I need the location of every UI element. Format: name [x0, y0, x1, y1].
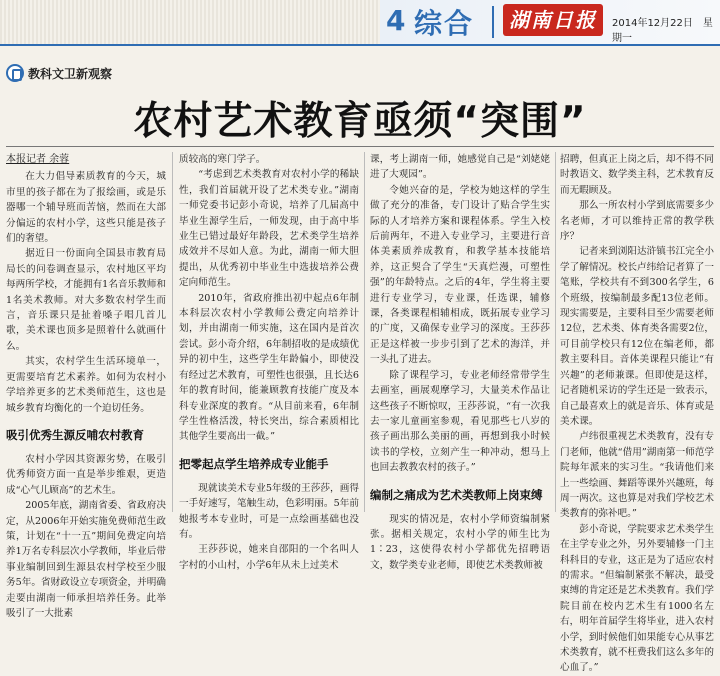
article-column-2 — [179, 152, 359, 571]
column-rule — [555, 152, 556, 512]
byline: 本报记者 余蓉 — [6, 154, 70, 165]
paragraph: 那么一所农村小学到底需要多少名老师，才可以维持正常的教学秩序？ — [560, 200, 714, 243]
paragraph: 2010年，省政府推出初中起点6年制本科层次农村小学教师公费定向培养计划，并由湖南一师实施，这在国内是首次尝试。彭小奇介绍，6年制招收的是成绩优异的初中生，这些学生年龄偏小，即使没有经过艺术教育，可塑性也很强，且长达6年的教育时间，能兼顾教育技能广度及本科专业深度的教育。“从目前来看，6年制学生性格活泼，特长突出，综合素质相比其他学生要高出一截。” — [179, 292, 359, 443]
masthead-divider — [492, 6, 494, 38]
article-column-4 — [560, 152, 714, 674]
paragraph: 令她兴奋的是，学校为她这样的学生做了充分的准备，专门设计了贴合学生实际的人才培养方案和课程体系。学生入校后前两年，不进入专业学习，主要进行音体美素质养成教育，和教学基本技能培养，这正契合了学生“天真烂漫，可塑性强”的年龄特点。之后的4年，学生将主要进行专业学习，专业课，任选课，辅修课，各类课程相辅相成，既拓展专业学习的广度，又确保专业学习的深度。王莎莎正是这样被一步步引到了艺术的海洋，并一头扎了进去。 — [370, 184, 550, 366]
masthead — [0, 0, 720, 46]
paragraph: 现实的情况是，农村小学师资编制紧张。据相关规定，农村小学的师生比为1∶23，这使得农村小学都优先招聘语文，数学类专业老师，即使艺术类教师被 — [370, 513, 550, 571]
article-column-3 — [370, 152, 550, 571]
masthead-pattern — [0, 0, 380, 46]
column-rule — [172, 152, 173, 512]
column-rule — [364, 152, 365, 512]
paragraph: 彭小奇说，学院要求艺术类学生在主学专业之外，另外要辅修一门主科科目的专业，这正是为了适应农村的需求。“但编制紧张不解决，最受束缚的肯定还是艺术类教育。我们学院目前在校内艺术生有1000名左右，明年首届学生将毕业，进入农村小学，到时候他们如果能专心从事艺术类教育，就不枉费我们这么多年的心血了。” — [560, 523, 714, 674]
column-label: 教科文卫新观察 — [28, 67, 113, 81]
paragraph: 卢纬很重视艺术类教育，没有专门老师，他就“借用”湖南第一师范学院每年派来的实习生。“我请他们来上一些绘画、舞蹈等课外兴趣班，每周一两次。这也算是对我们学校艺术类教育的弥补吧。” — [560, 431, 714, 520]
section-name: 综合 — [414, 7, 475, 40]
masthead-rule — [0, 44, 720, 46]
paper-logo: 湖南日报 — [503, 4, 603, 36]
article-column-1 — [6, 152, 166, 619]
headline: 农村艺术教育亟须“突围” — [133, 99, 587, 144]
subhead-1: 吸引优秀生源反哺农村教育 — [6, 427, 144, 442]
column-badge-icon — [6, 64, 24, 82]
paragraph: “考虑到艺术类教育对农村小学的稀缺性，我们首届就开设了艺术类专业。”湖南一师党委书记彭小奇说，培养了几届高中毕业生源学生后，一师发现，由于高中毕业生已错过最好年龄段，艺术类学生培养成效并不尽如人意。为此，湖南一师大胆提出，从优秀初中毕业生中选拔培养公费定向师范生。 — [179, 169, 359, 289]
paragraph: 招聘，但真正上岗之后，却不得不同时教语文、数学类主科，艺术教育反而无暇顾及。 — [560, 154, 714, 196]
paragraph: 在大力倡导素质教育的今天，城市里的孩子都在为了报绘画，或是乐器哪一个辅导班而苦恼，然而在大部分偏远的农村小学，这些只能是孩子们的奢望。 — [6, 171, 166, 245]
headline-rule — [6, 146, 714, 147]
paragraph: 现就读美术专业5年级的王莎莎，画得一手好速写，笔触生动，色彩明丽。5年前她报考本专业时，可是一点绘画基础也没有。 — [179, 482, 359, 540]
paragraph: 记者来到浏阳达浒镇书江完全小学了解情况。校长卢纬给记者算了一笔账，学校共有不到300名学生，6个班级，按编制最多配13位老师。现实需要是，主要科目至少需要老师12位，艺术类、体育类各需要2位，可目前学校只有12位在编老师，都教主要科目。音体美课程只能让“有兴趣”的老师兼课。但即使是这样，记者随机采访的学生还是一致表示，自己最喜欢上的就是音乐、体育或是美术课。 — [560, 246, 714, 427]
page-number: 4 — [386, 4, 406, 37]
subhead-3: 编制之痛成为艺术类教师上岗束缚 — [370, 487, 543, 502]
paragraph: 王莎莎说，她来自邵阳的一个名叫人字村的小山村，小学6年从未上过美术 — [179, 544, 359, 571]
paragraph: 除了课程学习，专业老师经常带学生去画室，画展观摩学习，大量美术作品让这些孩子不断惊叹，王莎莎说，“有一次我去一家儿童画室参观，看见那些七八岁的孩子画出那么美丽的画，再想到我小时候读书的学校，立刻产生一种冲动，想马上也回去教教农村的孩子。” — [370, 369, 550, 474]
paragraph: 其实，农村学生生活环境单一，更需要培育艺术素养。如何为农村小学培养更多的艺术类师范生，这也是城乡教育均衡化的一个迫切任务。 — [6, 356, 166, 414]
paragraph: 2005年底，湖南省委、省政府决定，从2006年开始实施免费师范生政策，计划在“十一五”期间免费定向培养1万名专科层次小学教师，毕业后带事业编制回到生源县农村学校至少服务5年。省财政设立专项资金，并明确走要由湖南一师承担培养任务。此举吸引了一大批素 — [6, 500, 166, 619]
paragraph: 据近日一份面向全国县市教育局局长的问卷调查显示，农村地区平均每两所学校，才能拥有1名音乐教师和1名美术教师。对大多数农村学生而言，音乐课只是扯着嗓子唱几首儿歌，美术课也顶多是照着什么就画什么。 — [6, 248, 166, 352]
paragraph: 质较高的寒门学子。 — [179, 154, 266, 165]
issue-date: 2014年12月22日 星期一 — [612, 18, 713, 44]
paragraph: 课，考上湖南一师，她感觉自己是“刘姥姥进了大观园”。 — [370, 154, 550, 181]
subhead-2: 把零起点学生培养成专业能手 — [179, 456, 329, 471]
paragraph: 农村小学因其资源劣势，在吸引优秀师资方面一直是举步维艰，更造成“心气儿顾高”的艺术生。 — [6, 453, 166, 496]
